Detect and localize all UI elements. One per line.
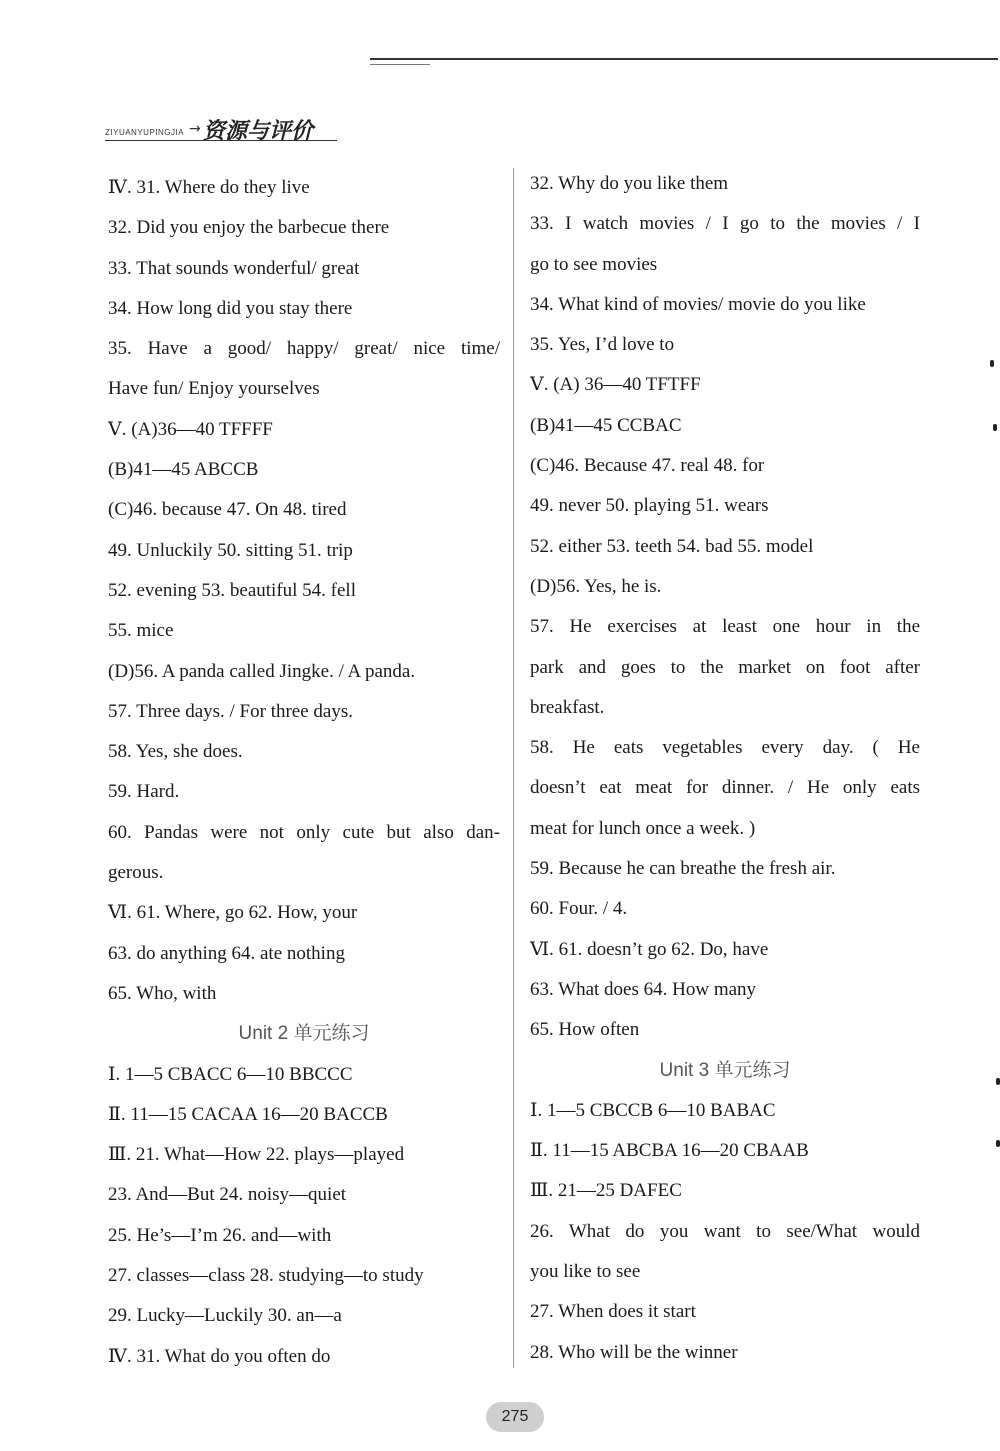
answer-line: meat for lunch once a week. ) (530, 817, 756, 839)
answer-line: 34. How long did you stay there (108, 297, 353, 319)
left-answer-column (108, 168, 500, 1377)
header-title: 资源与评价 (203, 119, 314, 144)
answer-line: 33. That sounds wonderful/ great (108, 257, 360, 279)
page-number: 275 (486, 1402, 544, 1432)
answer-line: Ⅱ. 11—15 CACAA 16—20 BACCB (108, 1103, 388, 1125)
margin-mark (996, 1140, 1000, 1147)
unit-heading: Unit 2 单元练习 (238, 1023, 370, 1045)
answer-line: 26. What do you want to see/What would (530, 1220, 920, 1242)
answer-line: Ⅴ. (A)36—40 TFFFF (108, 418, 273, 440)
answer-line: (D)56. A panda called Jingke. / A panda. (108, 660, 416, 682)
answer-line: 59. Because he can breathe the fresh air. (530, 858, 836, 880)
answer-line: 35. Have a good/ happy/ great/ nice time/ (108, 338, 500, 360)
answer-line: 49. Unluckily 50. sitting 51. trip (108, 539, 353, 561)
answer-line: 23. And—But 24. noisy—quiet (108, 1184, 347, 1206)
answer-line: (C)46. because 47. On 48. tired (108, 499, 347, 521)
margin-mark (990, 360, 994, 367)
answer-line: 57. Three days. / For three days. (108, 700, 354, 722)
answer-line: 49. never 50. playing 51. wears (530, 495, 769, 517)
answer-line: (D)56. Yes, he is. (530, 575, 662, 597)
answer-line: Ⅳ. 31. What do you often do (108, 1345, 331, 1367)
answer-line: Ⅲ. 21. What—How 22. plays—played (108, 1144, 405, 1166)
answer-line: 52. evening 53. beautiful 54. fell (108, 579, 356, 601)
header-pinyin: ZIYUANYUPINGJIA (105, 128, 185, 137)
answer-line: 57. He exercises at least one hour in the (530, 616, 920, 638)
top-rule (370, 58, 998, 60)
answer-line: park and goes to the market on foot after (530, 656, 920, 678)
unit-heading: Unit 3 单元练习 (659, 1059, 791, 1081)
answer-line: 63. do anything 64. ate nothing (108, 942, 345, 964)
answer-line: Have fun/ Enjoy yourselves (108, 378, 320, 400)
right-answer-column (530, 164, 920, 1373)
margin-mark (993, 424, 997, 431)
answer-line: 58. He eats vegetables every day. ( He (530, 737, 920, 759)
answer-line: 65. How often (530, 1019, 640, 1041)
answer-line: 60. Four. / 4. (530, 898, 628, 920)
answer-line: 58. Yes, she does. (108, 741, 243, 763)
answer-line: 25. He’s—I’m 26. and—with (108, 1224, 332, 1246)
answer-line: 32. Did you enjoy the barbecue there (108, 217, 390, 239)
arrow-icon: → (189, 121, 201, 137)
answer-line: 52. either 53. teeth 54. bad 55. model (530, 535, 814, 557)
answer-line: 59. Hard. (108, 781, 180, 803)
answer-line: 35. Yes, I’d love to (530, 334, 675, 356)
top-rule-thin (370, 64, 430, 65)
answer-line: 60. Pandas were not only cute but also dan- (108, 821, 500, 843)
answer-line: go to see movies (530, 253, 658, 275)
answer-line: Ⅲ. 21—25 DAFEC (530, 1180, 682, 1202)
answer-line: 34. What kind of movies/ movie do you like (530, 293, 866, 315)
answer-line: gerous. (108, 862, 164, 884)
answer-line: Ⅴ. (A) 36—40 TFTFF (530, 374, 701, 396)
answer-line: Ⅰ. 1—5 CBCCB 6—10 BABAC (530, 1099, 776, 1121)
answer-line: 55. mice (108, 620, 174, 642)
answer-line: 27. classes—class 28. studying—to study (108, 1265, 424, 1287)
answer-line: (B)41—45 ABCCB (108, 459, 259, 481)
answer-line: doesn’t eat meat for dinner. / He only eats (530, 777, 920, 799)
answer-line: Ⅰ. 1—5 CBACC 6—10 BBCCC (108, 1063, 353, 1085)
column-divider (513, 168, 514, 1368)
answer-line: (B)41—45 CCBAC (530, 414, 682, 436)
margin-mark (996, 1078, 1000, 1085)
answer-line: 29. Lucky—Luckily 30. an—a (108, 1305, 342, 1327)
answer-line: Ⅵ. 61. doesn’t go 62. Do, have (530, 938, 769, 960)
answer-line: 28. Who will be the winner (530, 1341, 738, 1363)
answer-line: 33. I watch movies / I go to the movies / I (530, 213, 920, 235)
answer-line: 32. Why do you like them (530, 173, 729, 194)
answer-line: 63. What does 64. How many (530, 978, 757, 1000)
answer-line: 27. When does it start (530, 1301, 696, 1323)
answer-line: breakfast. (530, 696, 605, 718)
answer-line: Ⅳ. 31. Where do they live (108, 177, 310, 198)
running-header (105, 112, 345, 148)
answer-line: Ⅵ. 61. Where, go 62. How, your (108, 902, 358, 924)
answer-line: Ⅱ. 11—15 ABCBA 16—20 CBAAB (530, 1140, 809, 1162)
answer-line: you like to see (530, 1261, 641, 1283)
answer-line: (C)46. Because 47. real 48. for (530, 455, 765, 477)
answer-line: 65. Who, with (108, 982, 217, 1004)
